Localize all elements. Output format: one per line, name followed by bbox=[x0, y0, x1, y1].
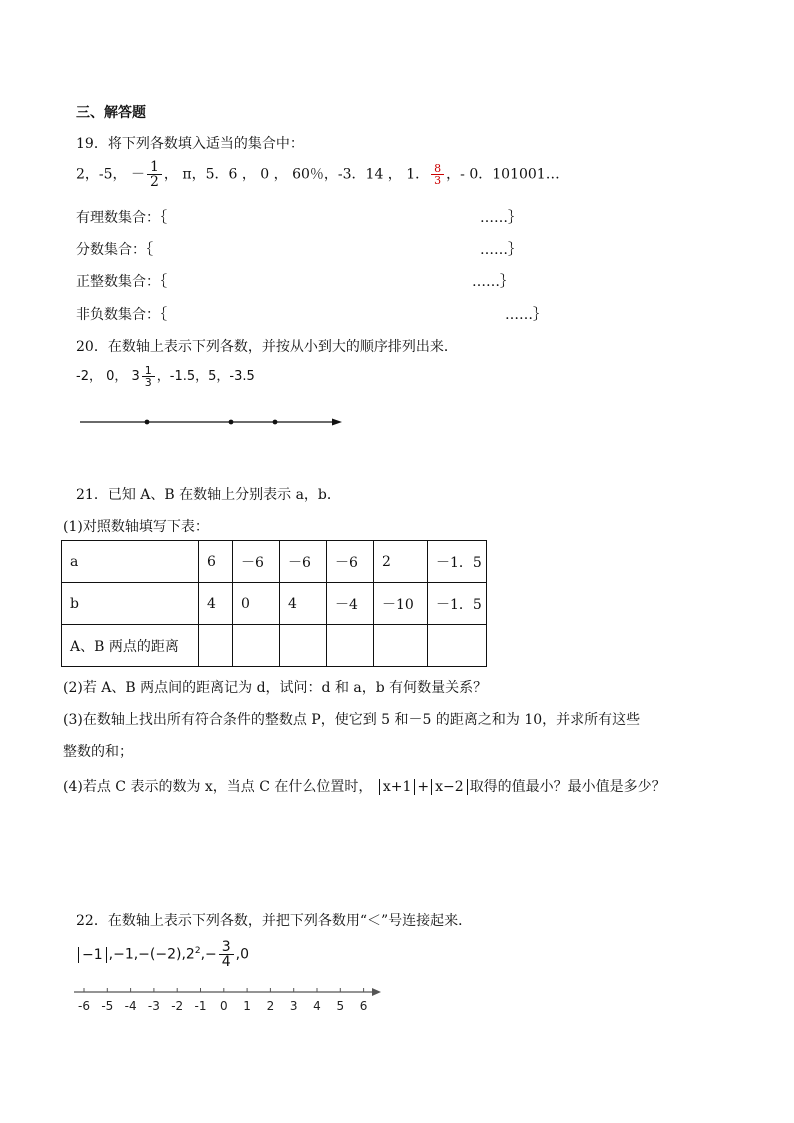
set-rational-label: 有理数集合：｛ bbox=[76, 210, 167, 226]
table-row-distance bbox=[62, 625, 487, 667]
table-cell: －1．5 bbox=[428, 541, 487, 583]
q22-number-line bbox=[70, 984, 386, 1016]
q19-minus: － bbox=[131, 166, 145, 183]
table-cell-blank[interactable] bbox=[374, 625, 428, 667]
q22-tick-label: 5 bbox=[336, 999, 345, 1013]
q22-expression bbox=[76, 940, 249, 969]
q19-frac-den: 2 bbox=[147, 174, 162, 189]
q22-fraction bbox=[219, 940, 234, 969]
q19-small-num: 8 bbox=[434, 162, 442, 175]
q22-tick-label: 6 bbox=[359, 999, 368, 1013]
q22-list-c: ,0 bbox=[235, 946, 250, 963]
table-cell-blank[interactable] bbox=[327, 625, 374, 667]
q20-number-line bbox=[78, 414, 344, 430]
table-cell: b bbox=[62, 583, 199, 625]
q19-nums-c: ，- 0．101001… bbox=[446, 166, 560, 183]
q19-nums-b: ， π，5．6 ， 0 ， 60％，-3．14 ， 1． bbox=[163, 166, 430, 183]
q22-tick-label: 0 bbox=[219, 999, 228, 1013]
q19-small-den: 3 bbox=[431, 174, 444, 186]
table-cell: －6 bbox=[280, 541, 327, 583]
q22-tick-label: 2 bbox=[266, 999, 275, 1013]
table-cell: 2 bbox=[374, 541, 428, 583]
q22-tick-label: -4 bbox=[124, 999, 137, 1013]
table-cell: －4 bbox=[327, 583, 374, 625]
distance-table bbox=[61, 540, 487, 667]
q21-part2: (2)若 A、B 两点间的距离记为 d，试问：d 和 a，b 有何数量关系？ bbox=[63, 680, 488, 696]
q22-exponent: 2 bbox=[194, 945, 201, 956]
set-nonnegative-end: ……｝ bbox=[505, 307, 547, 323]
table-cell: a bbox=[62, 541, 199, 583]
set-nonnegative-label: 非负数集合：｛ bbox=[76, 307, 167, 323]
abs-expr-2: x−2 bbox=[431, 779, 468, 795]
q21-part4-text-a: (4)若点 C 表示的数为 x，当点 C 在什么位置时， bbox=[63, 779, 373, 795]
q22-stem: 22．在数轴上表示下列各数，并把下列各数用“＜”号连接起来． bbox=[76, 913, 473, 929]
q22-tick-label: -5 bbox=[101, 999, 114, 1013]
q21-part4-text-b: 取得的值最小？最小值是多少？ bbox=[469, 779, 666, 795]
q20-mixed-whole: 3 bbox=[131, 369, 140, 384]
table-cell: 6 bbox=[199, 541, 233, 583]
table-cell: －1．5 bbox=[428, 583, 487, 625]
q20-axis-dot-2 bbox=[229, 420, 234, 425]
table-cell: A、B 两点的距离 bbox=[62, 625, 199, 667]
set-fraction-label: 分数集合：｛ bbox=[76, 242, 153, 258]
q20-numbers bbox=[76, 365, 255, 388]
q22-tick-label: 1 bbox=[243, 999, 251, 1013]
table-cell: －10 bbox=[374, 583, 428, 625]
table-cell: －6 bbox=[327, 541, 374, 583]
section-heading: 三、解答题 bbox=[76, 105, 146, 121]
table-row-a bbox=[62, 541, 487, 583]
q19-fraction-half bbox=[147, 160, 162, 189]
q22-tick-label: -2 bbox=[171, 999, 184, 1013]
set-fraction-end: ……｝ bbox=[480, 242, 522, 258]
q21-part3-line2: 整数的和； bbox=[63, 744, 133, 760]
table-cell-blank[interactable] bbox=[199, 625, 233, 667]
q22-tick-label: 3 bbox=[289, 999, 298, 1013]
table-cell-blank[interactable] bbox=[280, 625, 327, 667]
q22-tick-label: -3 bbox=[147, 999, 160, 1013]
table-cell: 4 bbox=[280, 583, 327, 625]
q20-axis-dot-1 bbox=[145, 420, 150, 425]
table-cell: 0 bbox=[233, 583, 280, 625]
set-rational-end: ……｝ bbox=[480, 210, 522, 226]
q20-frac-den: 3 bbox=[142, 376, 155, 388]
q20-nums-a: -2， 0， bbox=[76, 369, 128, 384]
table-cell-blank[interactable] bbox=[233, 625, 280, 667]
table-cell: －6 bbox=[233, 541, 280, 583]
abs-expr-1: x+1 bbox=[379, 779, 416, 795]
q19-nums-a: 2，-5， bbox=[76, 166, 127, 183]
q20-mixed-fraction bbox=[142, 365, 155, 388]
q20-frac-num: 1 bbox=[144, 364, 152, 377]
q21-part3-line1: (3)在数轴上找出所有符合条件的整数点 P，使它到 5 和－5 的距离之和为 10，并求所有这些 bbox=[63, 712, 641, 728]
q22-frac-num: 3 bbox=[221, 939, 231, 955]
q20-arrow-head bbox=[332, 419, 342, 426]
q22-list-b: ,− bbox=[200, 946, 217, 963]
q21-stem: 21．已知 A、B 在数轴上分别表示 a，b． bbox=[76, 487, 341, 503]
q19-frac-num: 1 bbox=[150, 159, 159, 175]
q20-axis-dot-3 bbox=[273, 420, 278, 425]
q22-tick-label: -1 bbox=[194, 999, 207, 1013]
q22-frac-den: 4 bbox=[219, 954, 234, 969]
table-cell: 4 bbox=[199, 583, 233, 625]
set-positive-int-end: ……｝ bbox=[472, 274, 514, 290]
q22-tick-label: 4 bbox=[313, 999, 321, 1013]
q22-arrow-head bbox=[372, 988, 381, 996]
q20-nums-b: ，-1.5，5，-3.5 bbox=[156, 369, 255, 384]
q21-part1: (1)对照数轴填写下表： bbox=[63, 519, 209, 535]
q21-part4 bbox=[63, 776, 666, 796]
q19-stem: 19．将下列各数填入适当的集合中： bbox=[76, 136, 304, 152]
q19-numbers bbox=[76, 160, 560, 189]
q19-repeating-fraction bbox=[431, 163, 444, 186]
table-row-b bbox=[62, 583, 487, 625]
set-positive-int-label: 正整数集合：｛ bbox=[76, 274, 167, 290]
q22-abs-value: −1 bbox=[78, 947, 107, 963]
table-cell-blank[interactable] bbox=[428, 625, 487, 667]
q22-tick-label: -6 bbox=[78, 999, 90, 1013]
q20-stem: 20．在数轴上表示下列各数，并按从小到大的顺序排列出来． bbox=[76, 339, 458, 355]
plus-sign: + bbox=[417, 779, 430, 795]
q22-list-a: ,−1,−(−2),2 bbox=[108, 946, 195, 963]
